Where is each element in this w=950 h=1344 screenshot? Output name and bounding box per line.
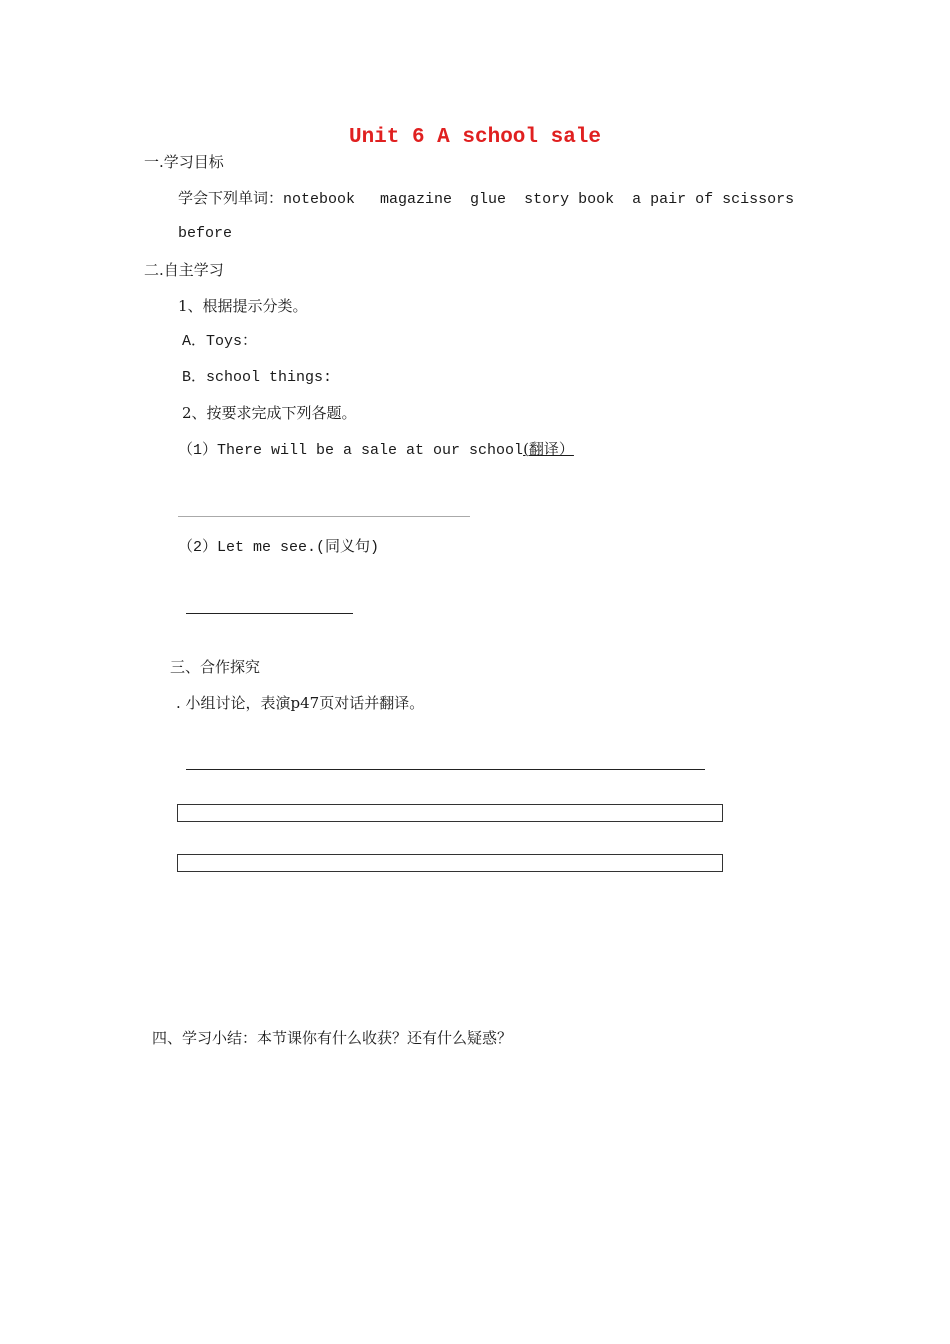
option-b-school-things: B．school things: bbox=[182, 369, 333, 386]
section4-heading: 四、学习小结：本节课你有什么收获？还有什么疑惑？ bbox=[152, 1029, 513, 1047]
question1-suffix: (翻译） bbox=[523, 440, 574, 458]
vocab-word: notebook bbox=[283, 191, 356, 208]
section3-heading: 三、合作探究 bbox=[170, 658, 261, 676]
question2 bbox=[178, 536, 379, 558]
section2-heading: 二.自主学习 bbox=[144, 261, 224, 279]
question1-prefix: （1）There will be a sale at our school bbox=[178, 442, 524, 459]
answer-line-q2[interactable] bbox=[186, 613, 353, 614]
section3-instruction: . 小组讨论，表演p47页对话并翻译。 bbox=[176, 694, 425, 712]
question1 bbox=[178, 439, 574, 461]
answer-line-dialogue-1[interactable] bbox=[186, 769, 705, 770]
vocab-word: a pair of scissors bbox=[632, 191, 795, 208]
question2-text: （2）Let me see.(同义句) bbox=[178, 539, 380, 556]
task1-text: 1、根据提示分类。 bbox=[178, 297, 308, 315]
answer-line-q1[interactable] bbox=[178, 516, 470, 517]
vocab-line bbox=[178, 188, 794, 210]
answer-box-dialogue-2[interactable] bbox=[177, 804, 723, 822]
section1-heading: 一.学习目标 bbox=[144, 153, 224, 171]
option-a-toys: A．Toys： bbox=[182, 333, 258, 350]
vocab-word: story book bbox=[524, 191, 615, 208]
vocab-word: magazine bbox=[380, 191, 453, 208]
vocab-line-2: before bbox=[178, 225, 233, 242]
task2-text: 2、按要求完成下列各题。 bbox=[182, 404, 357, 422]
vocab-words bbox=[283, 191, 794, 208]
vocab-word: glue bbox=[470, 191, 507, 208]
vocab-prefix: 学会下列单词： bbox=[178, 189, 284, 207]
answer-box-dialogue-3[interactable] bbox=[177, 854, 723, 872]
page-title: Unit 6 A school sale bbox=[348, 126, 602, 149]
